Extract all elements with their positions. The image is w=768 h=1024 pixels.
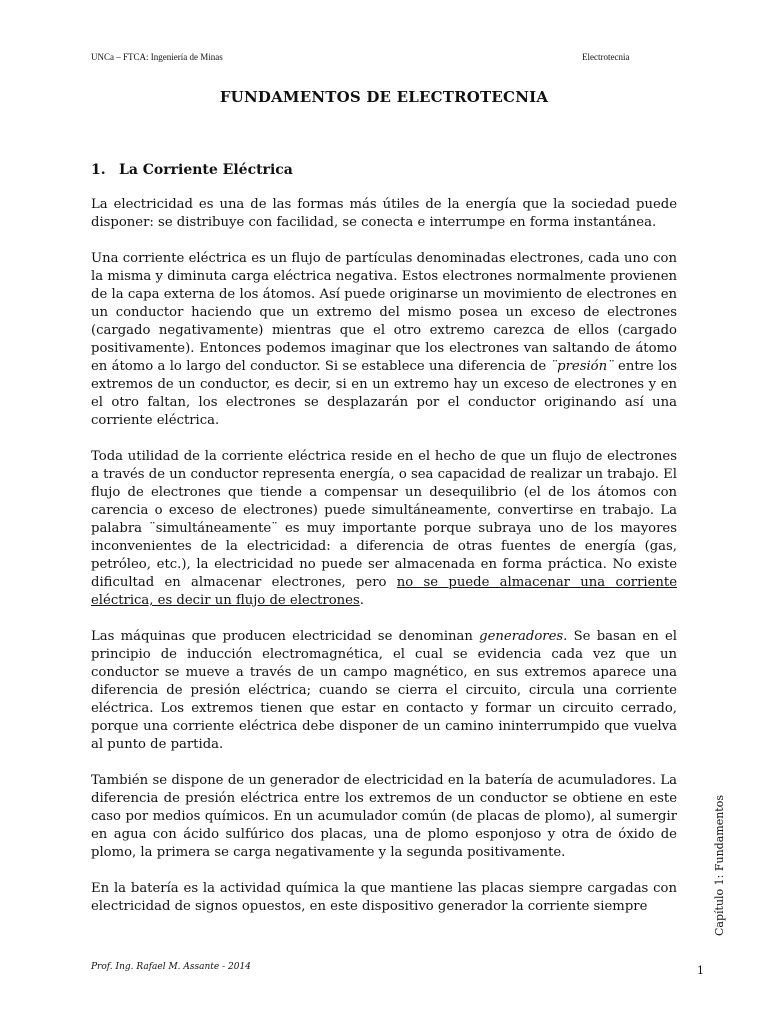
page-number: 1 bbox=[697, 964, 704, 977]
paragraph-1: La electricidad es una de las formas más útiles de la energía que la sociedad puede disponer: se distribuye con facilidad, se conecta e interrumpe en forma instantánea. bbox=[91, 197, 677, 230]
paragraph-6: En la batería es la actividad química la que mantiene las placas siempre cargadas con electricidad de signos opuestos, en este dispositivo generador la corriente siempre bbox=[91, 881, 677, 914]
section-title: La Corriente Eléctrica bbox=[119, 162, 293, 178]
document-title: FUNDAMENTOS DE ELECTROTECNIA bbox=[219, 88, 549, 106]
paragraph-2-emphasis: ¨presión¨ bbox=[550, 359, 614, 374]
paragraph-3-text-c: . bbox=[359, 593, 364, 608]
header-institution: UNCa – FTCA: Ingeniería de Minas bbox=[91, 52, 223, 62]
paragraph-2 bbox=[91, 250, 677, 430]
paragraph-4 bbox=[91, 628, 677, 754]
section-number: 1. bbox=[91, 162, 106, 178]
paragraph-3-underlined: no se puede almacenar una corriente eléctrica, es decir un flujo de electrones bbox=[91, 575, 677, 608]
footer-author: Prof. Ing. Rafael M. Assante - 2014 bbox=[91, 962, 251, 972]
paragraph-5: También se dispone de un generador de electricidad en la batería de acumuladores. La diferencia de presión eléctrica entre los extremos de un conductor se obtiene en este caso por medios químicos. En un acumulador común (de placas de plomo), al sumergir en agua con ácido sulfúrico dos placas, una de plomo esponjoso y otra de óxido de plomo, la primera se carga negativamente y la segunda positivamente. bbox=[91, 773, 677, 860]
paragraph-2-text-c: entre los extremos de un conductor, es decir, si en un extremo hay un exceso de electrones y en el otro faltan, los electrones se desplazarán por el conductor originando así una corriente eléctrica. bbox=[91, 359, 677, 428]
chapter-side-label: Capítulo 1: Fundamentos bbox=[713, 795, 726, 936]
paragraph-4-emphasis: generadores bbox=[479, 629, 564, 644]
paragraph-4-text-c: . Se basan en el principio de inducción electromagnética, el cual se evidencia cada vez que un conductor se mueve a través de un campo magnético, en sus extremos aparece una diferencia de presión eléctrica; cuando se cierra el circuito, circula una corriente eléctrica. Los extremos tienen que estar en contacto y formar un circuito cerrado, porque una corriente eléctrica debe disponer de un camino ininterrumpido que vuelva al punto de partida. bbox=[91, 629, 677, 752]
paragraph-3 bbox=[91, 448, 677, 610]
header-subject: Electrotecnia bbox=[582, 52, 630, 62]
paragraph-2-text-a: Una corriente eléctrica es un flujo de partículas denominadas electrones, cada uno con la misma y diminuta carga eléctrica negativa. Estos electrones normalmente provienen de la capa externa de los átomos. Así puede originarse un movimiento de electrones en un conductor haciendo que un extremo del mismo posea un exceso de electrones (cargado negativamente) mientras que el otro extremo carezca de ellos (cargado positivamente). Entonces podemos imaginar que los electrones van saltando de átomo en átomo a lo largo del conductor. Si se establece una diferencia de bbox=[91, 251, 677, 374]
paragraph-3-text-a: Toda utilidad de la corriente eléctrica reside en el hecho de que un flujo de electrones a través de un conductor representa energía, o sea capacidad de realizar un trabajo. El flujo de electrones que tiende a compensar un desequilibrio (el de los átomos con carencia o exceso de electrones) puede simultáneamente, convertirse en trabajo. La palabra ¨simultáneamente¨ es muy importante porque subraya uno de los mayores inconvenientes de la electricidad: a diferencia de otras fuentes de energía (gas, petróleo, etc.), la electricidad no puede ser almacenada en forma práctica. No existe dificultad en almacenar electrones, pero bbox=[91, 449, 677, 590]
paragraph-4-text-a: Las máquinas que producen electricidad se denominan bbox=[91, 629, 480, 644]
body-text bbox=[91, 196, 677, 934]
section-heading bbox=[91, 162, 293, 178]
